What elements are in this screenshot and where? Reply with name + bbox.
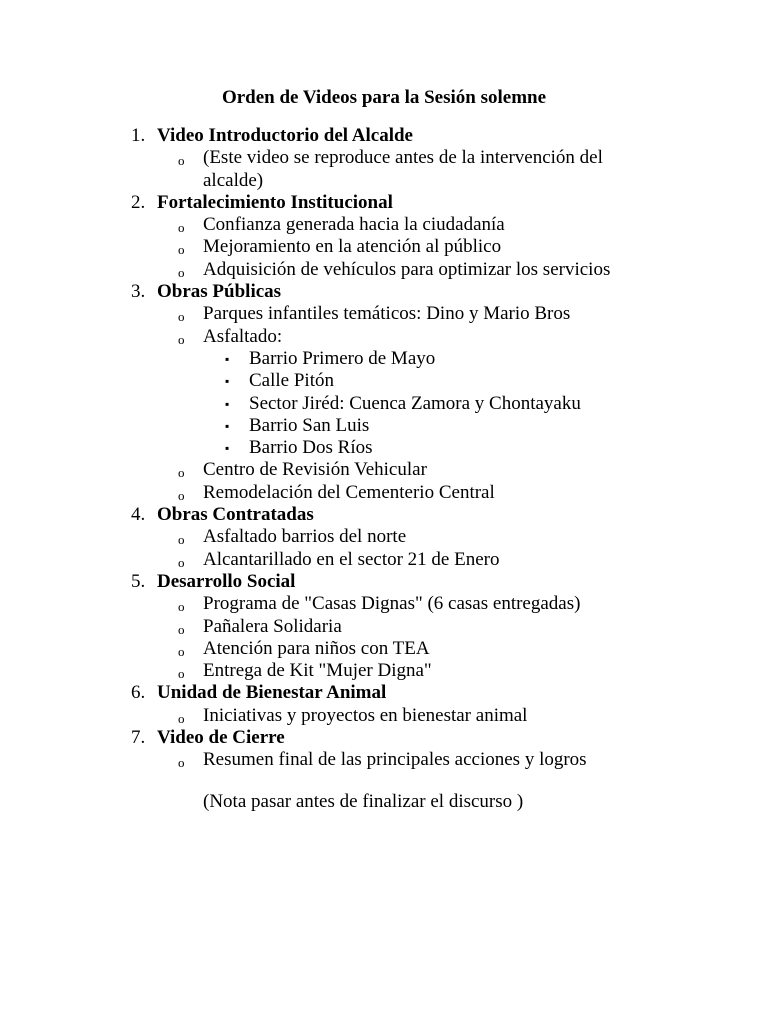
section-number: 2.: [131, 191, 146, 213]
circle-bullet-icon: o: [178, 465, 185, 481]
section-heading-row: [0, 125, 768, 147]
section-heading-row: [0, 727, 768, 749]
nested-list-item: [0, 415, 768, 437]
section-heading: Desarrollo Social: [157, 570, 296, 592]
sub-item-text: Mejoramiento en la atención al público: [203, 236, 502, 258]
sub-item-text: Asfaltado:: [203, 325, 283, 347]
nested-item-text: Sector Jiréd: Cuenca Zamora y Chontayaku: [249, 392, 581, 414]
section-number: 4.: [131, 504, 146, 526]
section-sublist: [0, 214, 768, 281]
section-heading-row: [0, 504, 768, 526]
sub-list-item: [0, 459, 768, 481]
sub-item-text: (Este video se reproduce antes de la intervención del alcalde): [203, 147, 603, 191]
section-sublist: [0, 147, 768, 192]
sub-item-text: Parques infantiles temáticos: Dino y Mario Bros: [203, 303, 571, 325]
section-number: 3.: [131, 281, 146, 303]
circle-bullet-icon: o: [178, 621, 185, 637]
section-item: [0, 192, 768, 281]
circle-bullet-icon: o: [178, 487, 185, 503]
sub-list-item: [0, 259, 768, 281]
sub-item-text: Confianza generada hacia la ciudadanía: [203, 214, 505, 236]
square-bullet-icon: ▪: [225, 396, 230, 411]
sub-item-text: Remodelación del Cementerio Central: [203, 481, 495, 503]
sub-list-item: [0, 303, 768, 325]
section-heading: Unidad de Bienestar Animal: [157, 682, 387, 704]
nested-item-text: Calle Pitón: [249, 370, 334, 392]
sub-list-item: [0, 638, 768, 660]
circle-bullet-icon: o: [178, 710, 185, 726]
nested-list-item: [0, 348, 768, 370]
document-title: Orden de Videos para la Sesión solemne: [221, 87, 547, 108]
section-item: [0, 281, 768, 504]
sub-item-text: Alcantarillado en el sector 21 de Enero: [203, 548, 500, 570]
sub-list-item: [0, 482, 768, 504]
sub-item-text: Programa de "Casas Dignas" (6 casas entregadas): [203, 593, 581, 615]
circle-bullet-icon: o: [178, 331, 185, 347]
section-heading-row: [0, 682, 768, 704]
section-sublist: [0, 749, 768, 771]
section-heading-row: [0, 281, 768, 303]
section-item: [0, 125, 768, 192]
section-item: [0, 727, 768, 772]
nested-item-text: Barrio San Luis: [249, 414, 370, 436]
nested-sublist: [0, 348, 768, 459]
circle-bullet-icon: o: [178, 153, 185, 169]
sub-list-item: [0, 660, 768, 682]
circle-bullet-icon: o: [178, 666, 185, 682]
section-sublist: [0, 593, 768, 682]
sub-list-item: [0, 526, 768, 548]
sub-item-text: Iniciativas y proyectos en bienestar animal: [203, 704, 528, 726]
circle-bullet-icon: o: [178, 599, 185, 615]
nested-list-item: [0, 393, 768, 415]
circle-bullet-icon: o: [178, 643, 185, 659]
sub-list-item: [0, 214, 768, 236]
sub-list-item: [0, 749, 768, 771]
sub-list-item: [0, 236, 768, 258]
section-list: [0, 125, 768, 772]
square-bullet-icon: ▪: [225, 374, 230, 389]
section-heading-row: [0, 571, 768, 593]
nested-list-item: [0, 370, 768, 392]
section-sublist: [0, 526, 768, 571]
circle-bullet-icon: o: [178, 264, 185, 280]
sub-list-item: [0, 705, 768, 727]
sub-list-item: [0, 147, 768, 192]
sub-list-item: [0, 326, 768, 460]
section-heading: Obras Contratadas: [157, 504, 314, 526]
circle-bullet-icon: o: [178, 309, 185, 325]
sub-item-text: Adquisición de vehículos para optimizar los servicios: [203, 258, 611, 280]
circle-bullet-icon: o: [178, 220, 185, 236]
section-number: 7.: [131, 727, 146, 749]
section-sublist: [0, 303, 768, 504]
section-heading: Fortalecimiento Institucional: [157, 191, 393, 213]
section-number: 6.: [131, 682, 146, 704]
section-heading: Video Introductorio del Alcalde: [157, 125, 413, 146]
section-item: [0, 504, 768, 571]
section-heading: Obras Públicas: [157, 281, 282, 303]
sub-item-text: Pañalera Solidaria: [203, 615, 342, 637]
square-bullet-icon: ▪: [225, 351, 230, 366]
section-number: 5.: [131, 570, 146, 592]
section-item: [0, 571, 768, 682]
circle-bullet-icon: o: [178, 554, 185, 570]
square-bullet-icon: ▪: [225, 441, 230, 456]
sub-list-item: [0, 549, 768, 571]
section-sublist: [0, 705, 768, 727]
section-heading: Video de Cierre: [157, 727, 285, 749]
nested-list-item: [0, 437, 768, 459]
circle-bullet-icon: o: [178, 755, 185, 771]
square-bullet-icon: ▪: [225, 418, 230, 433]
sub-item-text: Centro de Revisión Vehicular: [203, 459, 427, 481]
sub-item-text: Atención para niños con TEA: [203, 637, 430, 659]
sub-list-item: [0, 616, 768, 638]
section-number: 1.: [131, 125, 146, 146]
circle-bullet-icon: o: [178, 532, 185, 548]
nested-item-text: Barrio Primero de Mayo: [249, 347, 436, 369]
sub-item-text: Entrega de Kit "Mujer Digna": [203, 660, 432, 682]
section-heading-row: [0, 192, 768, 214]
circle-bullet-icon: o: [178, 242, 185, 258]
sub-item-text: Asfaltado barrios del norte: [203, 526, 407, 548]
sub-item-text: Resumen final de las principales acciones y logros: [203, 749, 587, 771]
sub-list-item: [0, 593, 768, 615]
nested-item-text: Barrio Dos Ríos: [249, 437, 373, 459]
section-item: [0, 682, 768, 727]
closing-note: (Nota pasar antes de finalizar el discurso ): [203, 791, 524, 812]
